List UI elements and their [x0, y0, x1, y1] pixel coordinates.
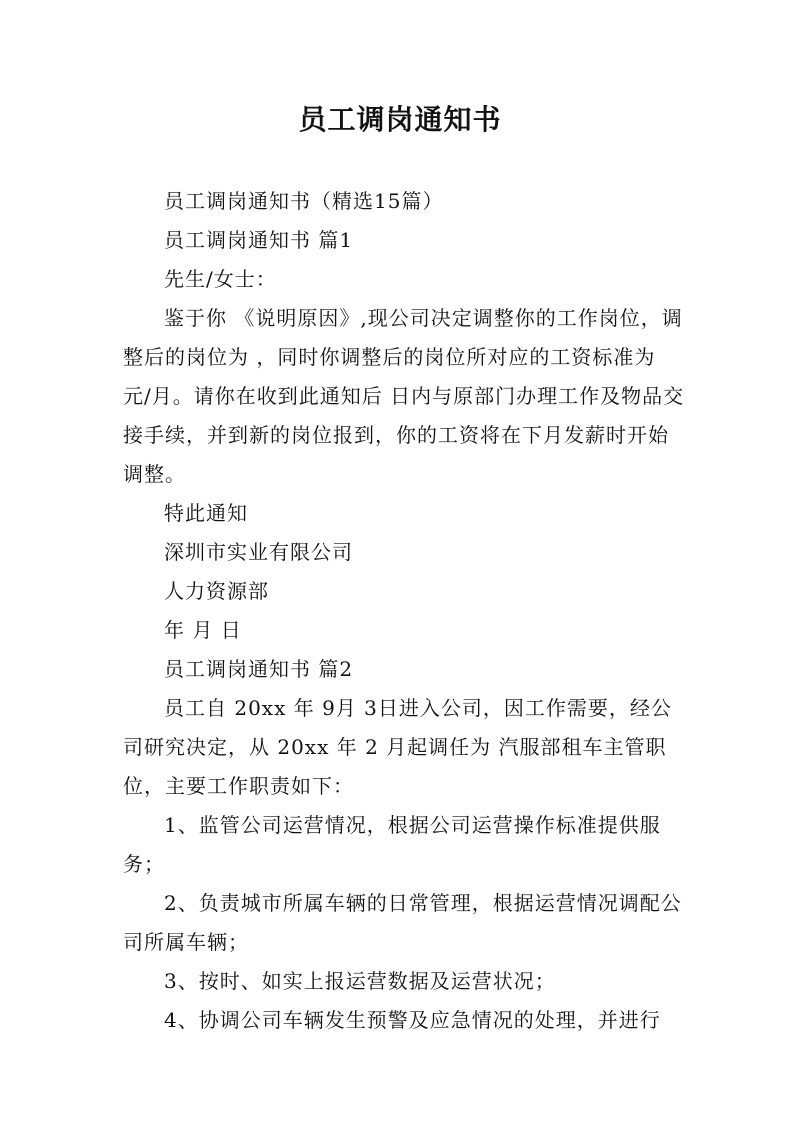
transfer-paragraph: 员工自 20xx 年 9月 3日进入公司，因工作需要，经公司研究决定，从 20xx 年 2 月起调任为 汽服部租车主管职位，主要工作职责如下： — [123, 696, 672, 798]
section-heading-2: 员工调岗通知书 篇2 — [164, 657, 354, 681]
duty-item-3: 3、按时、如实上报运营数据及运营状况； — [164, 969, 556, 993]
document-body — [123, 182, 688, 1040]
duty-item-4: 4、协调公司车辆发生预警及应急情况的处理，并进行 — [164, 1008, 661, 1032]
document-title: 员工调岗通知书 — [298, 103, 502, 136]
salutation: 先生/女士： — [164, 267, 277, 291]
section-heading-1: 员工调岗通知书 篇1 — [164, 228, 354, 252]
collection-heading: 员工调岗通知书（精选15篇） — [164, 189, 444, 213]
date-line: 年 月 日 — [164, 618, 242, 642]
duty-item-1: 1、监管公司运营情况，根据公司运营操作标准提供服务； — [123, 813, 661, 876]
duty-item-2: 2、负责城市所属车辆的日常管理，根据运营情况调配公司所属车辆； — [123, 891, 682, 954]
notice-paragraph: 鉴于你 《说明原因》,现公司决定调整你的工作岗位，调整后的岗位为 ，同时你调整后的岗位所对应的工资标准为 元/月。请你在收到此通知后 日内与原部门办理工作及物品交接手续，并到新的岗位报到，你的工资将在下月发薪时开始调整。 — [123, 306, 685, 486]
company-name: 深圳市实业有限公司 — [164, 540, 353, 564]
department-name: 人力资源部 — [164, 579, 269, 603]
notice-closing: 特此通知 — [164, 501, 248, 525]
